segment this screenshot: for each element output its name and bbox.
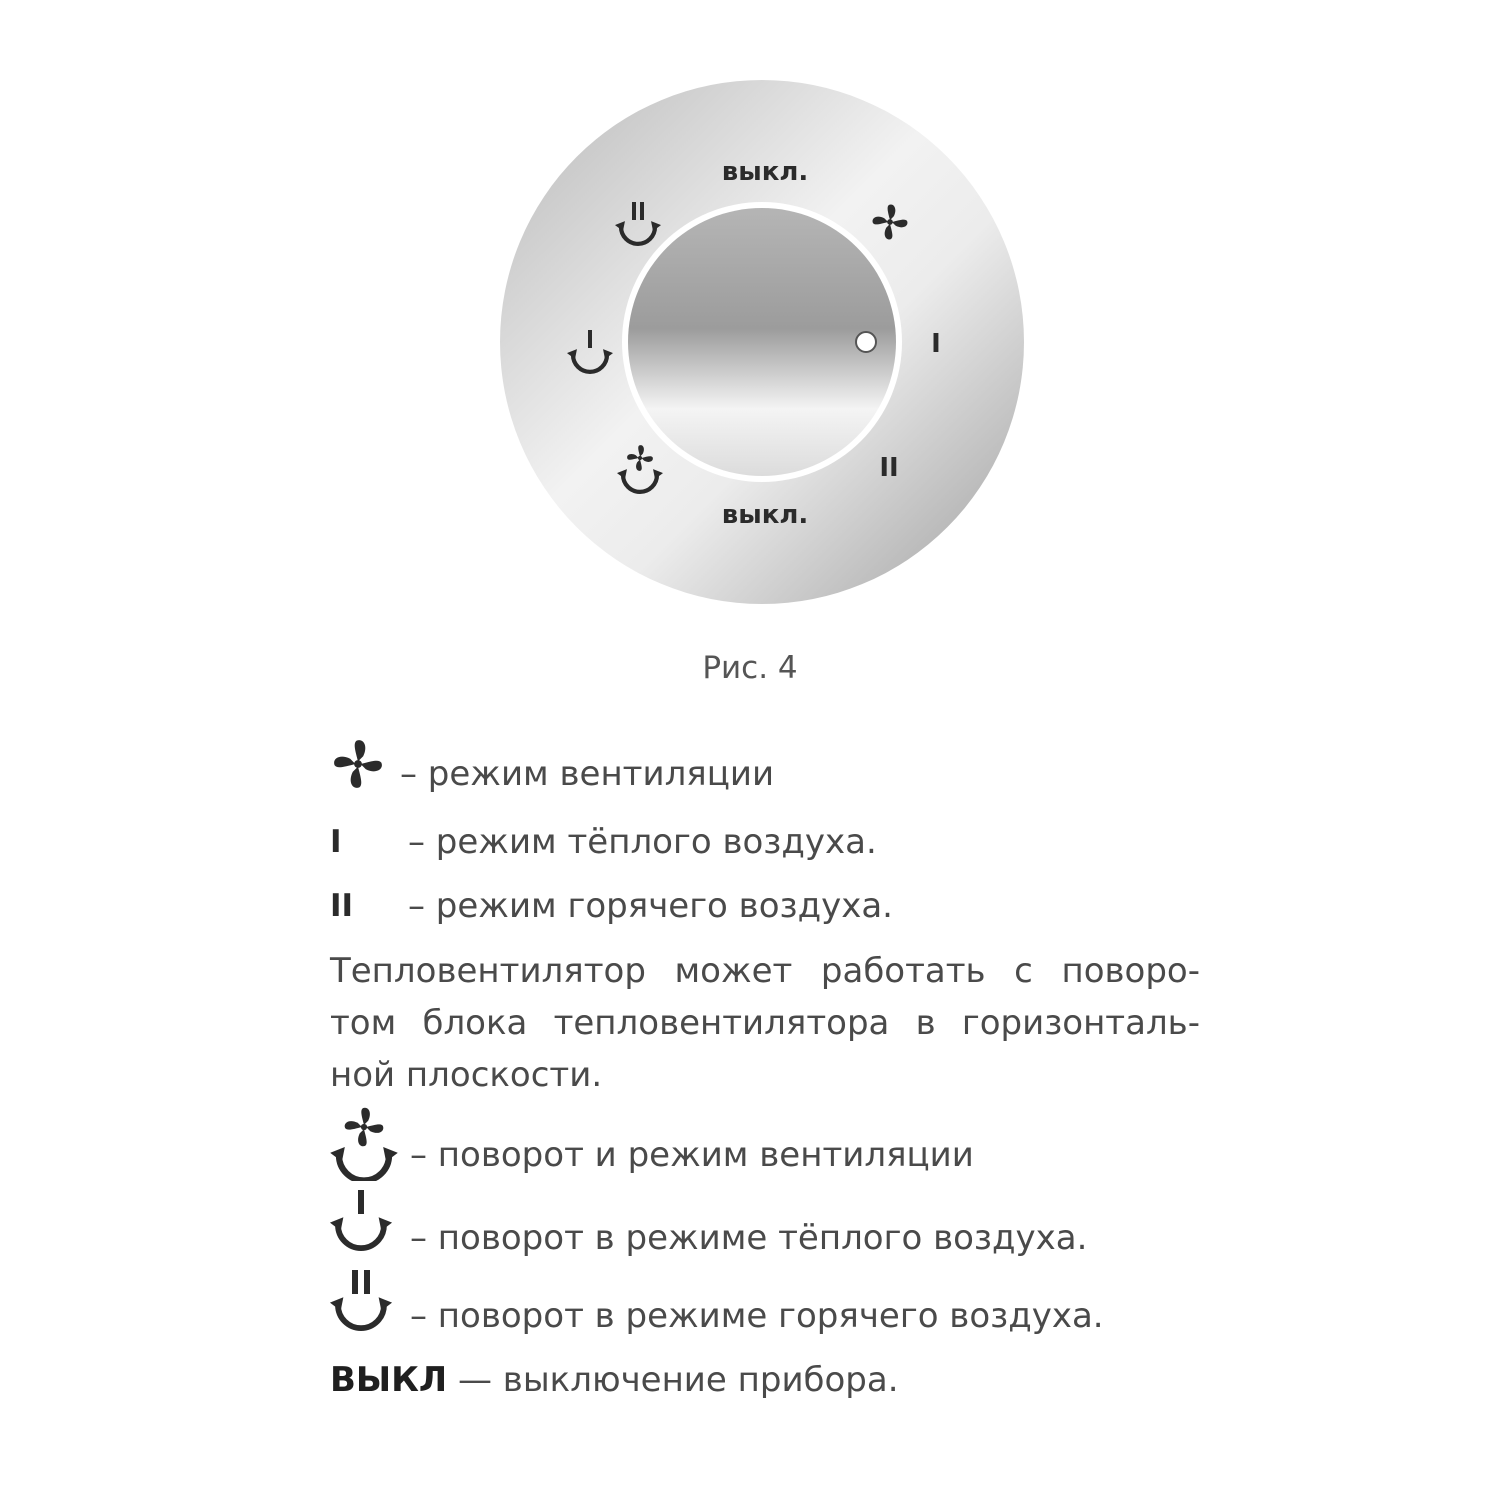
dial-mark-heat2: II [879,453,899,483]
off-label: ВЫКЛ [330,1360,448,1400]
rotation-heat2-row [330,1268,1180,1338]
off-row [330,1360,899,1400]
rotate-heat1-icon [326,1188,396,1252]
control-dial [0,0,1500,640]
off-text: — выключение прибора. [447,1360,899,1400]
paragraph-line-3: ной плоскости. [330,1055,603,1095]
rotate-fan-icon [326,1101,402,1181]
figure-caption: Рис. 4 [702,650,798,686]
rotation-heat1-text: – поворот в режиме тёплого воздуха. [410,1218,1088,1258]
legend-heat2-row [330,886,1030,936]
legend-heat1-text: – режим тёплого воздуха. [408,822,877,862]
legend-fan-text: – режим вентиляции [400,754,775,794]
legend-heat2-symbol: II [330,888,354,924]
legend-heat1-row [330,822,1030,872]
dial-label-off-bottom: выкл. [721,500,809,530]
dial-label-off-top: выкл. [721,157,809,187]
dial-mark-heat1: I [931,329,941,359]
rotation-heat1-row [330,1188,1180,1258]
fan-icon [330,736,386,792]
legend-heat1-symbol: I [330,824,342,860]
legend-fan-row [330,748,1030,798]
paragraph-line-1: Тепловентилятор может работать с поворо- [330,951,1200,991]
legend-heat2-text: – режим горячего воздуха. [408,886,893,926]
rotation-fan-row [330,1105,1130,1185]
knob-indicator-dot [856,332,876,352]
paragraph-line-2: том блока тепловентилятора в горизонталь- [330,1003,1200,1043]
rotation-paragraph [330,945,1200,1101]
rotation-fan-text: – поворот и режим вентиляции [410,1135,974,1175]
rotate-heat2-icon [326,1268,396,1332]
rotation-heat2-text: – поворот в режиме горячего воздуха. [410,1296,1104,1336]
